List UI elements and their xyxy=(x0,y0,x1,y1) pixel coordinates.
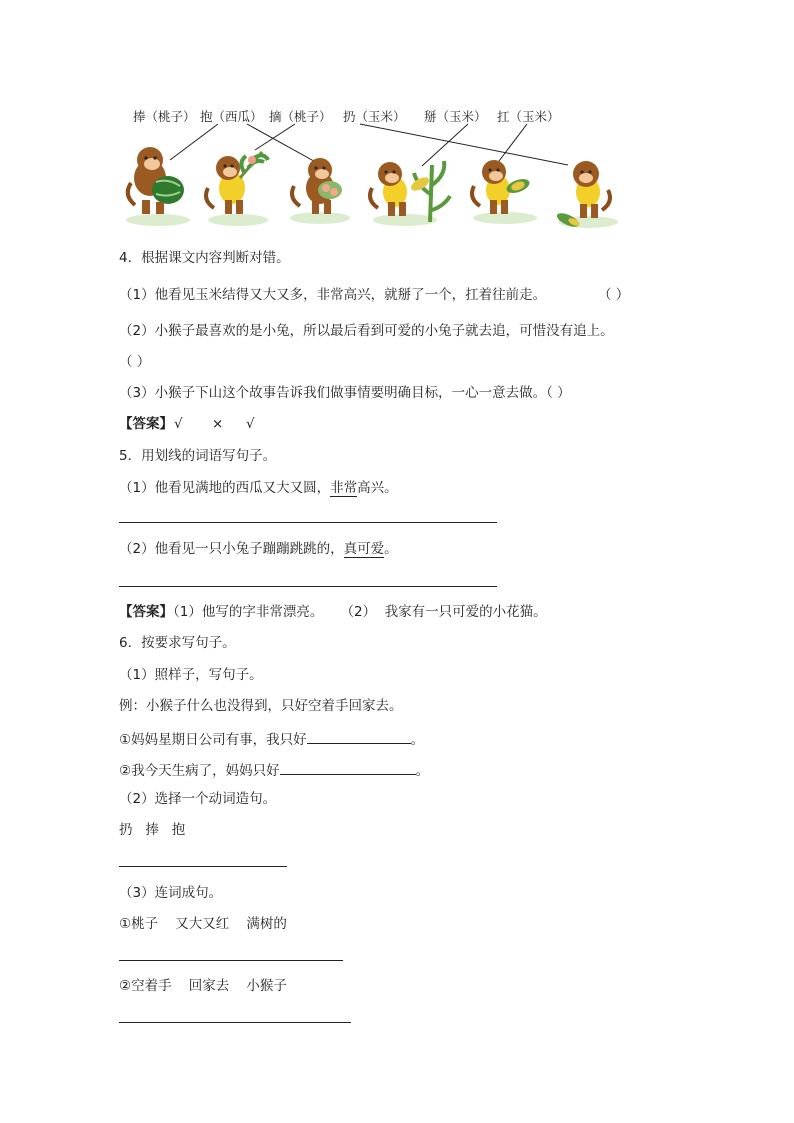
q4-answer-row xyxy=(119,415,173,433)
q6-sub1-title: （1）照样子，写句子。 xyxy=(119,667,263,683)
q4-item-1-text: （1）他看见玉米结得又大又多，非常高兴，就掰了一个，扛着往前走。 xyxy=(119,287,547,303)
q6-sentence-1-blank[interactable] xyxy=(307,729,411,744)
q4-item-2-answer-box[interactable]: （ ） xyxy=(119,354,151,370)
q4-item-3 xyxy=(119,384,571,402)
q6-words-1-answer-line[interactable] xyxy=(119,960,343,961)
q4-item-1-answer-box[interactable]: （ ） xyxy=(598,287,630,303)
q4-item-3-answer-box[interactable]: （ ） xyxy=(546,385,571,401)
q5-item-1-underlined-word: 非常 xyxy=(330,480,358,496)
match-label-6: 扛（玉米） xyxy=(497,109,560,124)
q4-title: 4．根据课文内容判断对错。 xyxy=(119,250,290,266)
match-label-1: 捧（桃子） xyxy=(133,109,196,124)
q5-answer-line-1[interactable] xyxy=(119,522,497,523)
q5-answer-text: （1）他写的字非常漂亮。 （2） 我家有一只可爱的小花猫。 xyxy=(173,604,547,620)
match-line-3 xyxy=(255,124,295,150)
q6-sub2-answer-line[interactable] xyxy=(119,866,287,867)
q6-words-2: ②空着手 回家去 小猴子 xyxy=(119,978,287,994)
match-label-2: 抱（西瓜） xyxy=(200,109,263,124)
q5-item-2 xyxy=(119,540,398,558)
q6-sentence-2-after: 。 xyxy=(415,763,430,779)
q6-sentence-2-before: ②我今天生病了，妈妈只好 xyxy=(119,763,280,779)
q5-item-1 xyxy=(119,479,398,497)
match-line-5 xyxy=(422,124,468,166)
q6-title: 6．按要求写句子。 xyxy=(119,635,236,651)
q4-answer-3: √ xyxy=(246,416,255,432)
q5-item-2-after: 。 xyxy=(384,541,398,557)
q6-words-2-answer-line[interactable] xyxy=(119,1022,351,1023)
match-line-6 xyxy=(496,124,527,165)
monkey-peaches-icon xyxy=(292,158,342,214)
q6-verbs: 扔 捧 抱 xyxy=(119,822,186,838)
q5-answer-row xyxy=(119,603,547,621)
q5-title: 5．用划线的词语写句子。 xyxy=(119,448,277,464)
q4-item-3-text: （3）小猴子下山这个故事告诉我们做事情要明确目标，一心一意去做。 xyxy=(119,385,547,401)
q6-sentence-1-before: ①妈妈星期日公司有事，我只好 xyxy=(119,732,307,748)
q6-sentence-2 xyxy=(119,760,429,780)
q4-answer-2: × xyxy=(212,416,224,432)
q5-answer-line-2[interactable] xyxy=(119,586,497,587)
q6-sub2-title: （2）选择一个动词造句。 xyxy=(119,791,277,807)
q4-answer-label: 【答案】 xyxy=(119,416,173,432)
match-label-5: 掰（玉米） xyxy=(424,109,487,124)
q6-sub3-title: （3）连词成句。 xyxy=(119,885,223,901)
monkey-peach-branch-icon xyxy=(206,152,268,214)
q6-words-1: ①桃子 又大又红 满树的 xyxy=(119,916,287,932)
q6-sentence-1 xyxy=(119,729,424,749)
match-label-4: 扔（玉米） xyxy=(343,109,406,124)
monkey-watermelon-icon xyxy=(128,147,184,214)
q5-item-1-before: （1）他看见满地的西瓜又大又圆， xyxy=(119,480,331,496)
q5-item-2-before: （2）他看见一只小兔子蹦蹦跳跳的， xyxy=(119,541,344,557)
q5-item-1-after: 高兴。 xyxy=(357,480,398,496)
q4-answer-1: √ xyxy=(174,416,183,432)
match-line-4 xyxy=(360,124,568,165)
monkey-corn-stalk-icon xyxy=(370,161,450,222)
q6-example: 例：小猴子什么也没得到，只好空着手回家去。 xyxy=(119,698,403,714)
match-label-3: 摘（桃子） xyxy=(269,109,332,124)
q4-item-2-text: （2）小猴子最喜欢的是小兔，所以最后看到可爱的小兔子就去追，可惜没有追上。 xyxy=(119,323,614,339)
q4-item-1 xyxy=(119,286,546,304)
q6-sentence-2-blank[interactable] xyxy=(280,760,416,775)
q6-sentence-1-after: 。 xyxy=(410,732,425,748)
monkey-carry-corn-icon xyxy=(472,160,531,214)
q5-item-2-underlined-word: 真可爱 xyxy=(343,541,385,557)
q5-answer-label: 【答案】 xyxy=(119,604,173,620)
match-line-1 xyxy=(170,124,218,160)
